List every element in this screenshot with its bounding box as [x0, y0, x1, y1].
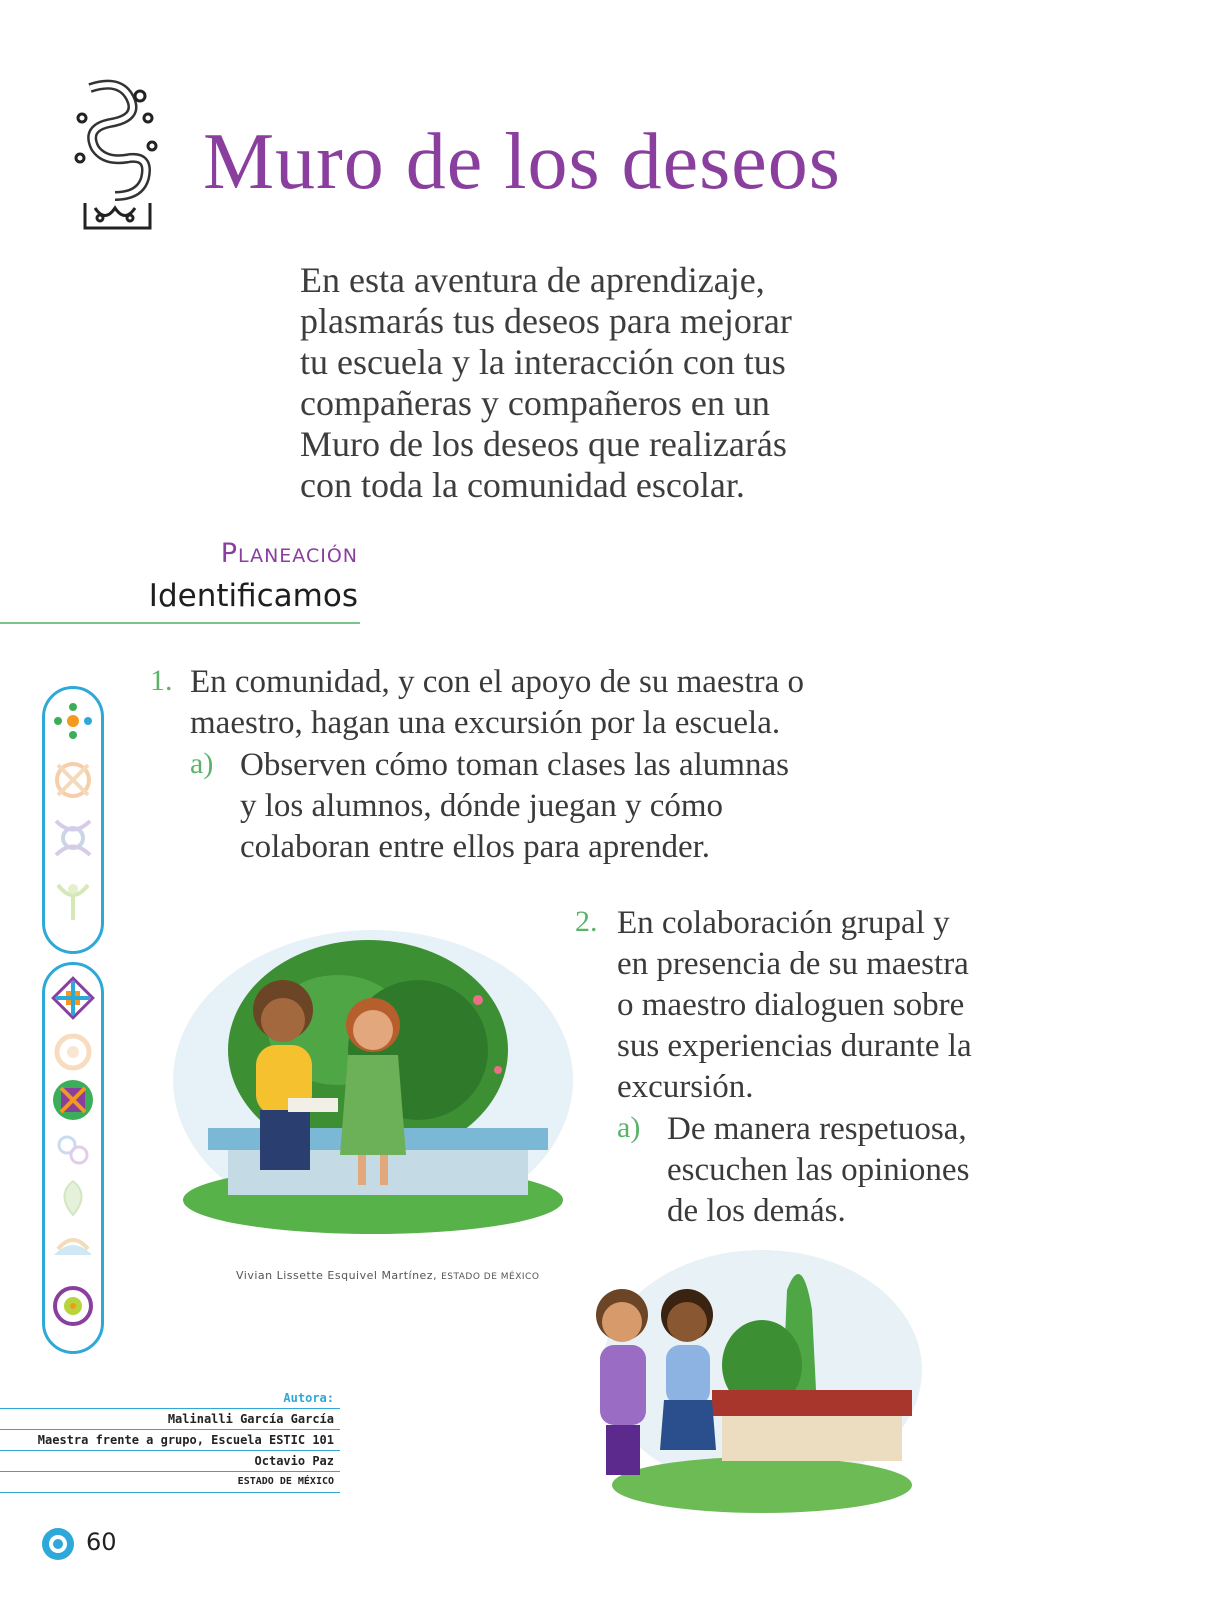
list-subitem: [240, 745, 789, 868]
item-line: En colaboración grupal y: [617, 905, 950, 941]
lectura-icon[interactable]: [50, 1225, 96, 1265]
illustration-children-garden: [592, 1250, 922, 1520]
item-line: excursión.: [617, 1069, 754, 1105]
artes-icon[interactable]: [50, 1283, 96, 1329]
humano-icon[interactable]: [50, 875, 96, 925]
page-title: Muro de los deseos: [203, 118, 841, 206]
section-phase-heading: Planeación: [220, 538, 358, 569]
list-item: [617, 903, 972, 1108]
credit-place: ESTADO DE MÉXICO: [441, 1272, 540, 1282]
ejes-articuladores-nav: [42, 962, 104, 1354]
subitem-line: colaboran entre ellos para aprender.: [240, 829, 711, 865]
author-role: Maestra frente a grupo, Escuela ESTIC 101: [0, 1430, 340, 1451]
item-line: En comunidad, y con el apoyo de su maestra o: [190, 664, 804, 700]
list-subitem: [667, 1109, 969, 1232]
item-line: sus experiencias durante la: [617, 1028, 972, 1064]
author-school: Octavio Paz: [0, 1451, 340, 1472]
illustration-children-bench: [168, 930, 578, 1240]
item-line: o maestro dialoguen sobre: [617, 987, 965, 1023]
credit-name: Vivian Lissette Esquivel Martínez,: [236, 1269, 438, 1282]
list-item: [190, 662, 804, 744]
item-number: 2.: [575, 905, 598, 938]
saberes-icon[interactable]: [50, 755, 96, 805]
codex-glyph-icon: [70, 78, 166, 238]
intro-line: plasmarás tus deseos para mejorar: [300, 301, 792, 341]
subitem-line: De manera respetuosa,: [667, 1111, 967, 1147]
subitem-line: Observen cómo toman clases las alumnas: [240, 747, 789, 783]
subitem-line: escuchen las opiniones: [667, 1152, 970, 1188]
section-divider: [0, 622, 360, 624]
inclusion-icon[interactable]: [50, 975, 96, 1021]
intro-line: con toda la comunidad escolar.: [300, 465, 745, 505]
igualdad-genero-icon[interactable]: [50, 1127, 96, 1173]
intro-line: compañeras y compañeros en un: [300, 383, 770, 423]
section-title: Identificamos: [148, 578, 358, 614]
etica-icon[interactable]: [50, 813, 96, 863]
item-line: en presencia de su maestra: [617, 946, 969, 982]
campo-formativo-nav: [42, 686, 104, 954]
author-block: [0, 1388, 340, 1493]
author-name: Malinalli García García: [0, 1409, 340, 1430]
intro-line: En esta aventura de aprendizaje,: [300, 260, 765, 300]
pensamiento-critico-icon[interactable]: [50, 1029, 96, 1075]
subitem-line: de los demás.: [667, 1193, 846, 1229]
subitem-letter: a): [190, 747, 214, 780]
intro-line: tu escuela y la interacción con tus: [300, 342, 786, 382]
page-number: 60: [86, 1528, 117, 1556]
illustration-credit: [236, 1269, 539, 1282]
vida-saludable-icon[interactable]: [50, 1175, 96, 1221]
subitem-line: y los alumnos, dónde juegan y cómo: [240, 788, 724, 824]
item-line: maestro, hagan una excursión por la escuela.: [190, 705, 781, 741]
author-label: Autora:: [0, 1388, 340, 1409]
item-number: 1.: [150, 664, 173, 697]
subitem-letter: a): [617, 1111, 641, 1144]
intro-line: Muro de los deseos que realizarás: [300, 424, 787, 464]
intro-paragraph: [300, 260, 920, 506]
lenguajes-icon[interactable]: [48, 699, 98, 743]
interculturalidad-icon[interactable]: [50, 1077, 96, 1123]
author-state: ESTADO DE MÉXICO: [0, 1472, 340, 1493]
page-badge-icon: [40, 1526, 76, 1562]
